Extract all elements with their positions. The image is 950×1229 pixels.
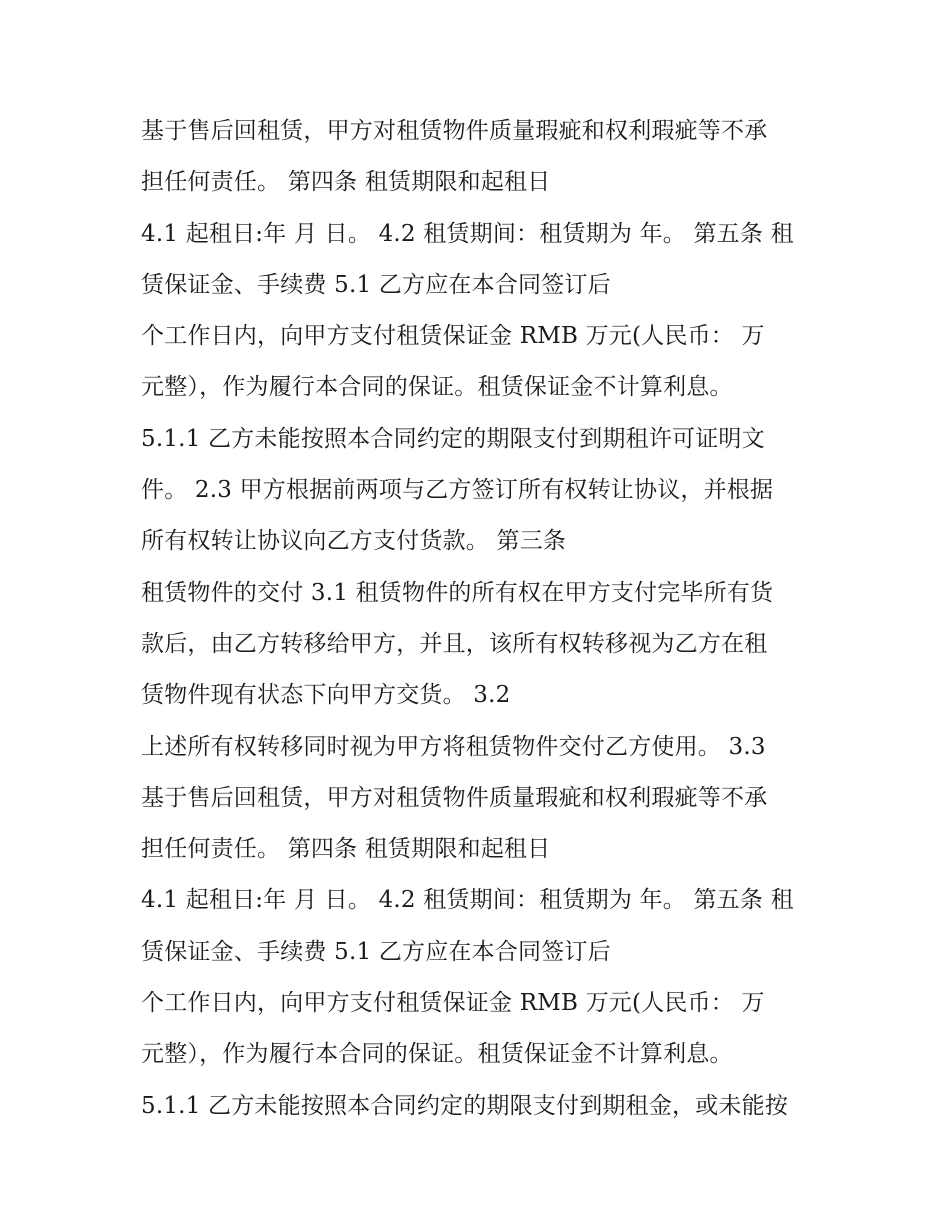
text-line-7: 5.1.1 乙方未能按照本合同约定的期限支付到期租许可证明文 bbox=[141, 425, 765, 452]
text-line-11: 款后，由乙方转移给甲方，并且，该所有权转移视为乙方在租 bbox=[141, 630, 768, 657]
contract-text bbox=[141, 106, 821, 1132]
text-line-13: 上述所有权转移同时视为甲方将租赁物件交付乙方使用。 3.3 bbox=[141, 733, 766, 760]
text-line-2: 担任何责任。 第四条 租赁期限和起租日 bbox=[141, 169, 551, 196]
text-line-18: 个工作日内，向甲方支付租赁保证金 RMB 万元(人民币： 万 bbox=[141, 990, 765, 1017]
text-line-6: 元整），作为履行本合同的保证。租赁保证金不计算利息。 bbox=[141, 374, 733, 401]
text-line-15: 担任何责任。 第四条 租赁期限和起租日 bbox=[141, 836, 551, 863]
text-line-12: 赁物件现有状态下向甲方交货。 3.2 bbox=[141, 682, 511, 709]
text-line-1: 基于售后回租赁，甲方对租赁物件质量瑕疵和权利瑕疵等不承 bbox=[141, 118, 768, 144]
text-line-20: 5.1.1 乙方未能按照本合同约定的期限支付到期租金，或未能按 bbox=[141, 1092, 789, 1119]
text-line-4: 赁保证金、手续费 5.1 乙方应在本合同签订后 bbox=[141, 271, 611, 298]
text-line-16: 4.1 起租日:年 月 日。 4.2 租赁期间：租赁期为 年。 第五条 租 bbox=[141, 887, 794, 914]
text-line-17: 赁保证金、手续费 5.1 乙方应在本合同签订后 bbox=[141, 938, 611, 965]
text-line-3: 4.1 起租日:年 月 日。 4.2 租赁期间：租赁期为 年。 第五条 租 bbox=[141, 220, 794, 247]
text-line-14: 基于售后回租赁，甲方对租赁物件质量瑕疵和权利瑕疵等不承 bbox=[141, 784, 768, 811]
text-line-8: 件。 2.3 甲方根据前两项与乙方签订所有权转让协议，并根据 bbox=[141, 477, 774, 504]
text-line-10: 租赁物件的交付 3.1 租赁物件的所有权在甲方支付完毕所有货 bbox=[141, 579, 774, 606]
text-line-9: 所有权转让协议向乙方支付货款。 第三条 bbox=[141, 528, 567, 555]
text-line-5: 个工作日内，向甲方支付租赁保证金 RMB 万元(人民币： 万 bbox=[141, 323, 765, 350]
text-line-19: 元整），作为履行本合同的保证。租赁保证金不计算利息。 bbox=[141, 1041, 733, 1068]
